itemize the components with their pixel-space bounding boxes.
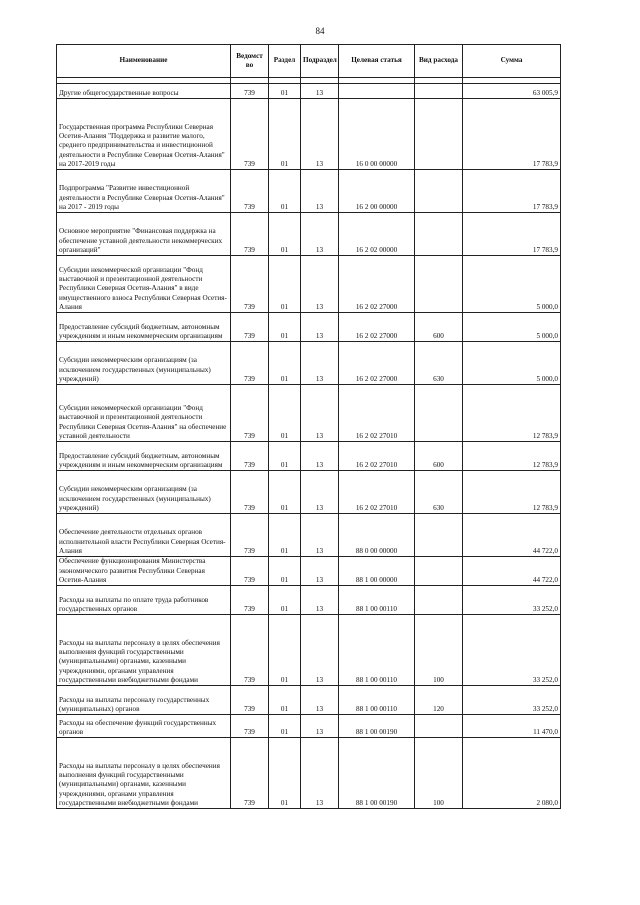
cell-razdel: 01 <box>269 514 301 557</box>
cell-name: Субсидии некоммерческим организациям (за исключением государственных (муниципальных) учреждений) <box>57 471 231 514</box>
cell-summa: 2 080,0 <box>463 738 561 809</box>
cell-name: Основное мероприятие "Финансовая поддержка на обеспечение уставной деятельности некоммерческих организаций" <box>57 213 231 256</box>
cell-celevaya: 88 1 00 00110 <box>339 615 415 686</box>
cell-podrazdel: 13 <box>301 213 339 256</box>
cell-summa: 17 783,9 <box>463 170 561 213</box>
cell-name: Подпрограмма "Развитие инвестиционной деятельности в Республике Северная Осетия-Алания" на 2017 - 2019 годы <box>57 170 231 213</box>
cell-vid: 630 <box>415 342 463 385</box>
cell-razdel: 01 <box>269 342 301 385</box>
table-row <box>57 213 561 256</box>
cell-podrazdel: 13 <box>301 715 339 738</box>
cell-razdel: 01 <box>269 442 301 471</box>
table-row <box>57 170 561 213</box>
cell-name: Расходы на выплаты персоналу в целях обеспечения выполнения функций государственными (муниципальными) органами, казенными учреждениями, органами управления государственными внебюджетными фондами <box>57 738 231 809</box>
cell-vid <box>415 385 463 442</box>
cell-podrazdel: 13 <box>301 256 339 313</box>
header-summa: Сумма <box>463 45 561 78</box>
cell-celevaya: 16 2 02 27010 <box>339 442 415 471</box>
table-row <box>57 313 561 342</box>
cell-razdel: 01 <box>269 738 301 809</box>
cell-summa: 33 252,0 <box>463 586 561 615</box>
cell-summa: 33 252,0 <box>463 686 561 715</box>
header-podrazdel: Подраздел <box>301 45 339 78</box>
cell-summa: 17 783,9 <box>463 213 561 256</box>
cell-razdel: 01 <box>269 84 301 99</box>
cell-razdel: 01 <box>269 256 301 313</box>
cell-celevaya: 88 1 00 00190 <box>339 715 415 738</box>
cell-podrazdel: 13 <box>301 615 339 686</box>
cell-podrazdel: 13 <box>301 84 339 99</box>
table-row <box>57 442 561 471</box>
table-row <box>57 256 561 313</box>
cell-celevaya: 16 2 00 00000 <box>339 170 415 213</box>
cell-celevaya: 16 2 02 27010 <box>339 385 415 442</box>
cell-summa: 12 783,9 <box>463 385 561 442</box>
table-row <box>57 514 561 557</box>
header-vedomstvo: Ведомст во <box>231 45 269 78</box>
cell-razdel: 01 <box>269 686 301 715</box>
header-name: Наименование <box>57 45 231 78</box>
cell-vid <box>415 514 463 557</box>
cell-celevaya: 88 1 00 00190 <box>339 738 415 809</box>
cell-name: Другие общегосударственные вопросы <box>57 84 231 99</box>
cell-podrazdel: 13 <box>301 342 339 385</box>
cell-vedomstvo: 739 <box>231 442 269 471</box>
cell-vedomstvo: 739 <box>231 715 269 738</box>
table-row <box>57 557 561 586</box>
table-row <box>57 615 561 686</box>
cell-name: Обеспечение деятельности отдельных органов исполнительной власти Республики Северная Осетия-Алания <box>57 514 231 557</box>
cell-name: Расходы на выплаты по оплате труда работников государственных органов <box>57 586 231 615</box>
cell-name: Предоставление субсидий бюджетным, автономным учреждениям и иным некоммерческим организациям <box>57 442 231 471</box>
cell-podrazdel: 13 <box>301 738 339 809</box>
cell-vedomstvo: 739 <box>231 313 269 342</box>
cell-summa: 63 005,9 <box>463 84 561 99</box>
cell-razdel: 01 <box>269 615 301 686</box>
cell-name: Расходы на выплаты персоналу в целях обеспечения выполнения функций государственными (муниципальными) органами, казенными учреждениями, органами управления государственными внебюджетными фондами <box>57 615 231 686</box>
cell-summa: 44 722,0 <box>463 557 561 586</box>
cell-celevaya: 16 0 00 00000 <box>339 99 415 170</box>
cell-celevaya: 16 2 02 27000 <box>339 342 415 385</box>
cell-vedomstvo: 739 <box>231 738 269 809</box>
cell-celevaya: 16 2 02 27010 <box>339 471 415 514</box>
header-vid: Вид расхода <box>415 45 463 78</box>
cell-vid <box>415 256 463 313</box>
table-row <box>57 586 561 615</box>
cell-celevaya: 88 1 00 00110 <box>339 686 415 715</box>
cell-podrazdel: 13 <box>301 514 339 557</box>
table-row <box>57 471 561 514</box>
cell-podrazdel: 13 <box>301 170 339 213</box>
cell-vedomstvo: 739 <box>231 213 269 256</box>
cell-summa: 44 722,0 <box>463 514 561 557</box>
cell-podrazdel: 13 <box>301 385 339 442</box>
cell-vedomstvo: 739 <box>231 342 269 385</box>
cell-celevaya: 88 1 00 00000 <box>339 557 415 586</box>
cell-summa: 12 783,9 <box>463 442 561 471</box>
cell-vedomstvo: 739 <box>231 170 269 213</box>
cell-summa: 5 000,0 <box>463 342 561 385</box>
cell-razdel: 01 <box>269 471 301 514</box>
cell-razdel: 01 <box>269 715 301 738</box>
table-header <box>57 45 561 78</box>
cell-vid <box>415 557 463 586</box>
header-celevaya: Целевая статья <box>339 45 415 78</box>
cell-celevaya: 88 0 00 00000 <box>339 514 415 557</box>
cell-podrazdel: 13 <box>301 686 339 715</box>
cell-summa: 17 783,9 <box>463 99 561 170</box>
table-row <box>57 342 561 385</box>
cell-podrazdel: 13 <box>301 471 339 514</box>
cell-vid <box>415 170 463 213</box>
cell-name: Расходы на обеспечение функций государственных органов <box>57 715 231 738</box>
cell-vedomstvo: 739 <box>231 256 269 313</box>
cell-razdel: 01 <box>269 586 301 615</box>
cell-vedomstvo: 739 <box>231 99 269 170</box>
cell-podrazdel: 13 <box>301 442 339 471</box>
cell-celevaya: 16 2 02 27000 <box>339 256 415 313</box>
table-row <box>57 84 561 99</box>
cell-vedomstvo: 739 <box>231 84 269 99</box>
table-row <box>57 99 561 170</box>
cell-celevaya: 88 1 00 00110 <box>339 586 415 615</box>
cell-podrazdel: 13 <box>301 313 339 342</box>
table-body <box>57 78 561 809</box>
cell-vid: 100 <box>415 615 463 686</box>
cell-summa: 11 470,0 <box>463 715 561 738</box>
cell-razdel: 01 <box>269 99 301 170</box>
cell-vid <box>415 586 463 615</box>
cell-celevaya <box>339 84 415 99</box>
cell-name: Субсидии некоммерческим организациям (за исключением государственных (муниципальных) учреждений) <box>57 342 231 385</box>
cell-razdel: 01 <box>269 213 301 256</box>
cell-name: Субсидии некоммерческой организации "Фонд выставочной и презентационной деятельности Республики Северная Осетия-Алания" в виде имущественного взноса Республики Северная Осетия-Алания <box>57 256 231 313</box>
cell-vid: 600 <box>415 442 463 471</box>
cell-vid: 630 <box>415 471 463 514</box>
budget-table <box>56 44 561 809</box>
cell-name: Государственная программа Республики Северная Осетия-Алания "Поддержка и развитие малого, среднего предпринимательства и инвестиционной деятельности в Республике Северная Осетия-Алания" на 2017-2019 годы <box>57 99 231 170</box>
cell-vid: 120 <box>415 686 463 715</box>
cell-podrazdel: 13 <box>301 557 339 586</box>
cell-vedomstvo: 739 <box>231 557 269 586</box>
cell-name: Предоставление субсидий бюджетным, автономным учреждениям и иным некоммерческим организациям <box>57 313 231 342</box>
cell-summa: 5 000,0 <box>463 313 561 342</box>
cell-name: Расходы на выплаты персоналу государственных (муниципальных) органов <box>57 686 231 715</box>
cell-vedomstvo: 739 <box>231 586 269 615</box>
cell-vedomstvo: 739 <box>231 615 269 686</box>
cell-vid <box>415 99 463 170</box>
cell-vid: 600 <box>415 313 463 342</box>
header-razdel: Раздел <box>269 45 301 78</box>
table-row <box>57 385 561 442</box>
cell-vedomstvo: 739 <box>231 471 269 514</box>
cell-podrazdel: 13 <box>301 99 339 170</box>
cell-vid <box>415 213 463 256</box>
cell-celevaya: 16 2 02 27000 <box>339 313 415 342</box>
cell-summa: 5 000,0 <box>463 256 561 313</box>
cell-celevaya: 16 2 02 00000 <box>339 213 415 256</box>
cell-vedomstvo: 739 <box>231 686 269 715</box>
cell-vid <box>415 715 463 738</box>
cell-vedomstvo: 739 <box>231 514 269 557</box>
cell-summa: 12 783,9 <box>463 471 561 514</box>
cell-vid: 100 <box>415 738 463 809</box>
cell-razdel: 01 <box>269 385 301 442</box>
cell-name: Субсидии некоммерческой организации "Фонд выставочной и презентационной деятельности Республики Северная Осетия-Алания" на обеспечение уставной деятельности <box>57 385 231 442</box>
cell-vedomstvo: 739 <box>231 385 269 442</box>
cell-name: Обеспечение функционирования Министерства экономического развития Республики Северная Осетия-Алания <box>57 557 231 586</box>
cell-razdel: 01 <box>269 313 301 342</box>
table-row <box>57 686 561 715</box>
cell-vid <box>415 84 463 99</box>
table-row <box>57 738 561 809</box>
cell-podrazdel: 13 <box>301 586 339 615</box>
cell-razdel: 01 <box>269 170 301 213</box>
cell-summa: 33 252,0 <box>463 615 561 686</box>
cell-razdel: 01 <box>269 557 301 586</box>
table-row <box>57 715 561 738</box>
page-number: 84 <box>315 26 325 36</box>
